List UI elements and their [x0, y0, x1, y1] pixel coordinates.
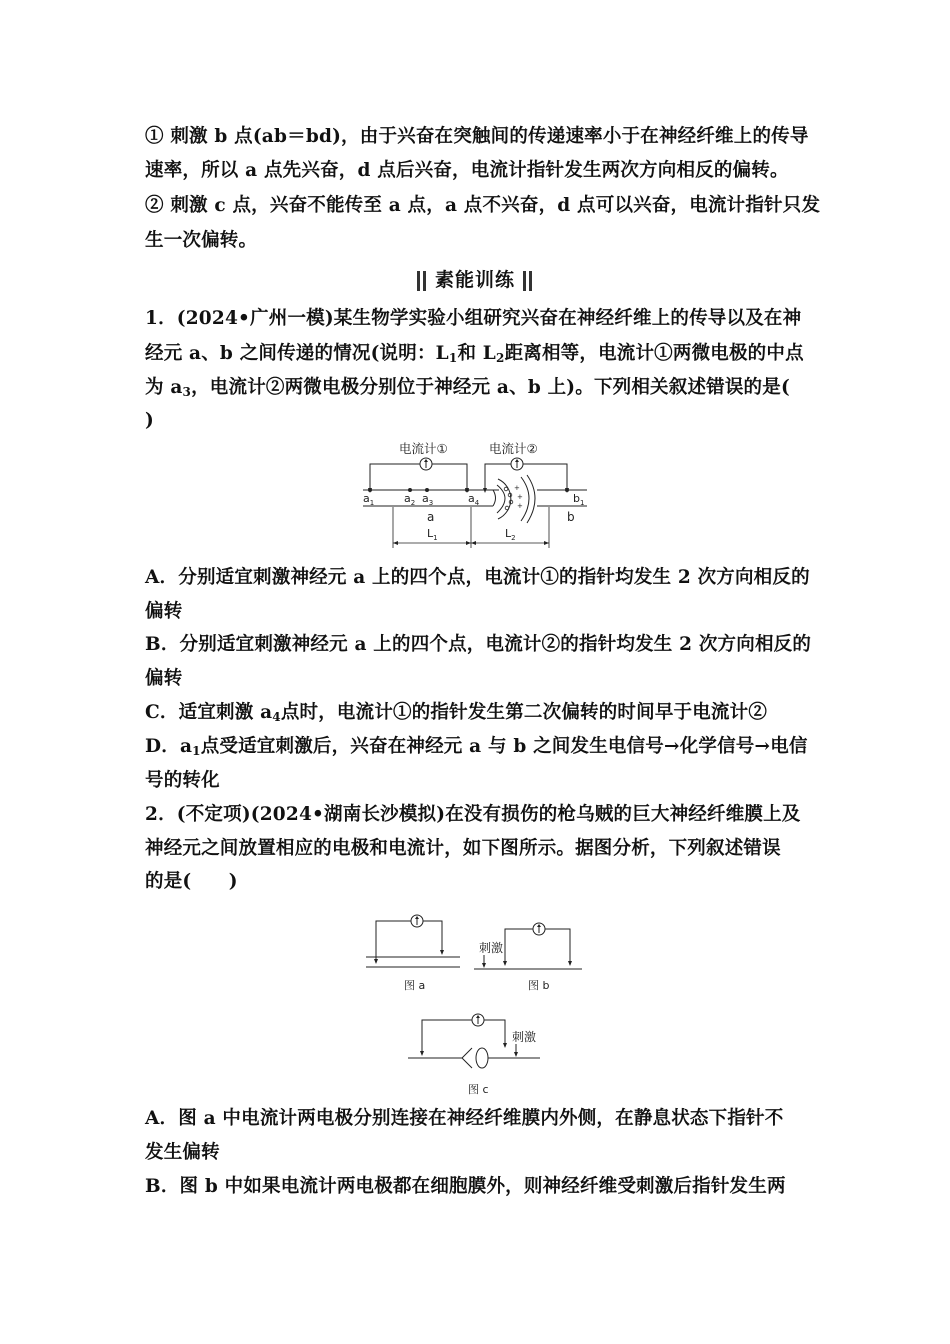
heading-bars-right-icon	[519, 271, 533, 291]
q1-stem-line-4: )	[145, 410, 154, 431]
svg-text:+: +	[517, 493, 523, 501]
svg-text:+: +	[514, 484, 520, 492]
q1-option-a-line-1: A．分别适宜刺激神经元 a 上的四个点，电流计①的指针均发生 2 次方向相反的	[145, 567, 810, 588]
heading-bars-left-icon	[417, 271, 431, 291]
q2-option-a-line-2: 发生偏转	[145, 1142, 220, 1163]
section-title: 素能训练	[434, 269, 515, 291]
svg-text:+: +	[517, 502, 523, 510]
q2-option-a-line-1: A．图 a 中电流计两电极分别连接在神经纤维膜内外侧，在静息状态下指针不	[145, 1108, 784, 1129]
q1-stem-line-2: 经元 a、b 之间传递的情况(说明：$L_1$和 $L_2$距离相等，电流计①两微电极的中点	[145, 343, 804, 365]
q1-option-a-line-2: 偏转	[145, 601, 183, 622]
q2-electrode-figures	[360, 905, 590, 1100]
svg-text:a1: $a_1$	[363, 492, 375, 507]
q2-stem-line-2: 神经元之间放置相应的电极和电流计，如下图所示。据图分析，下列叙述错误	[145, 838, 781, 859]
q1-stem-line-3: 为 $a_3$，电流计②两微电极分别位于神经元 a、b 上)。下列相关叙述错误的是(	[145, 377, 790, 399]
svg-text:a3: $a_3$	[422, 492, 434, 507]
svg-text:a4: $a_4$	[468, 492, 480, 507]
meter2-label: 电流计②	[489, 441, 538, 456]
q1-option-d-line-1: D．$a_1$点受适宜刺激后，兴奋在神经元 a 与 b 之间发生电信号→化学信号→电信	[145, 736, 808, 758]
q1-option-c: C．适宜刺激 $a_4$点时，电流计①的指针发生第二次偏转的时间早于电流计②	[145, 702, 768, 724]
fig-b-caption: 图 b	[528, 979, 550, 992]
intro-line-4: 生一次偏转。	[145, 230, 258, 251]
svg-text:L2: $L_2$	[505, 527, 516, 542]
q2-option-b-line-1: B．图 b 中如果电流计两电极都在细胞膜外，则神经纤维受刺激后指针发生两	[145, 1176, 786, 1197]
q2-stem-line-1: 2．(不定项)(2024•湖南长沙模拟)在没有损伤的枪乌贼的巨大神经纤维膜上及	[145, 804, 801, 825]
svg-text:a: a	[427, 510, 435, 524]
q1-neuron-figure	[355, 435, 595, 553]
svg-text:L1: $L_1$	[427, 527, 438, 542]
q1-stem-line-1: 1．(2024•广州一模)某生物学实验小组研究兴奋在神经纤维上的传导以及在神	[145, 308, 802, 329]
fig-b-stimulus-label: 刺激	[479, 941, 504, 955]
intro-line-3: ② 刺激 c 点，兴奋不能传至 a 点，a 点不兴奋，d 点可以兴奋，电流计指针只发	[145, 195, 821, 216]
section-heading	[0, 265, 950, 292]
q1-option-b-line-2: 偏转	[145, 668, 183, 689]
meter1-label: 电流计①	[399, 441, 448, 456]
q1-option-b-line-1: B．分别适宜刺激神经元 a 上的四个点，电流计②的指针均发生 2 次方向相反的	[145, 634, 812, 655]
fig-c-stimulus-label: 刺激	[512, 1030, 537, 1044]
q1-option-d-line-2: 号的转化	[145, 770, 220, 791]
fig-a-caption: 图 a	[404, 979, 426, 992]
q2-stem-line-3: 的是( )	[145, 871, 238, 892]
fig-c-caption: 图 c	[468, 1083, 489, 1096]
svg-text:a2: $a_2$	[404, 492, 416, 507]
intro-line-1: ① 刺激 b 点(ab＝bd)，由于兴奋在突触间的传递速率小于在神经纤维上的传导	[145, 126, 809, 147]
svg-text:b: b	[567, 510, 575, 524]
svg-text:b1: $b_1$	[573, 492, 585, 507]
intro-line-2: 速率，所以 a 点先兴奋，d 点后兴奋，电流计指针发生两次方向相反的偏转。	[145, 160, 789, 181]
